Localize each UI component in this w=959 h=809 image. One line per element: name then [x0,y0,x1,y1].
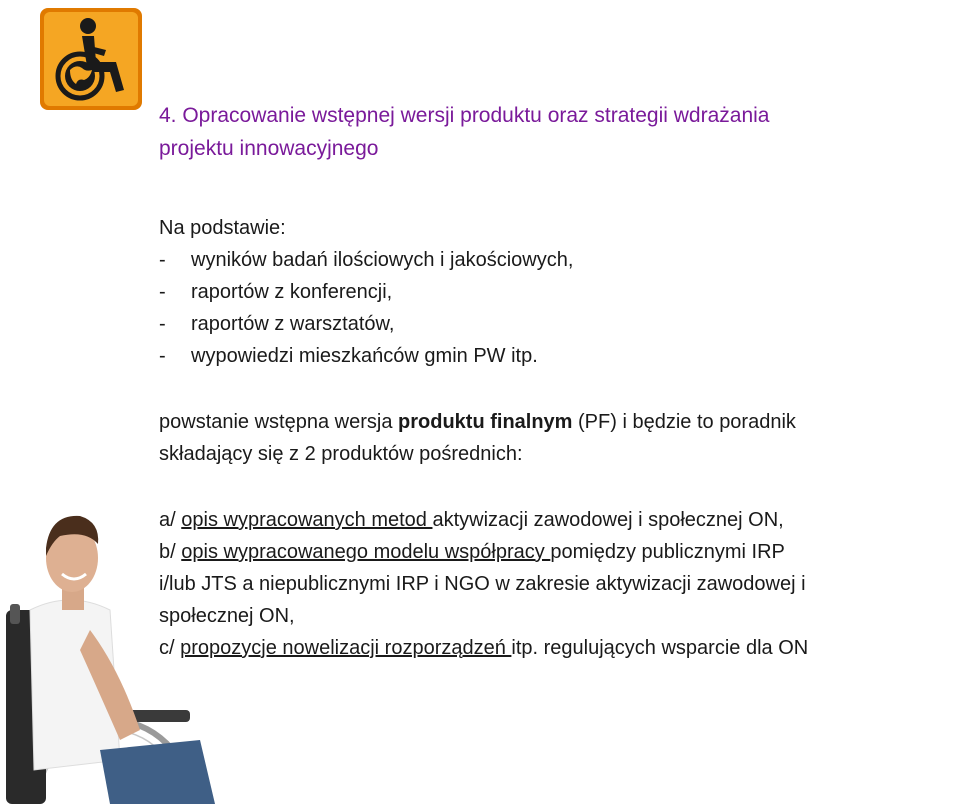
list-item [159,340,959,372]
title-line-1: 4. Opracowanie wstępnej wersji produktu oraz strategii wdrażania [159,104,770,127]
paragraph-line-1 [159,406,959,438]
paragraph-bold-text: produktu finalnym [398,411,573,433]
product-c [159,632,959,664]
product-b-link[interactable]: opis wypracowanego modelu współpracy [181,541,551,563]
paragraph-line-2: składający się z 2 produktów pośrednich: [159,443,523,465]
product-b-text: pomiędzy publicznymi IRP [550,541,785,563]
title-line-2: projektu innowacyjnego [159,137,379,160]
list-item-text: wyników badań ilościowych i jakościowych, [191,249,574,271]
wheelchair-globe-icon [38,6,144,112]
product-a [159,504,959,536]
product-b-line-2: i/lub JTS a niepublicznymi IRP i NGO w zakresie aktywizacji zawodowej i [159,573,806,595]
product-c-text: itp. regulujących wsparcie dla ON [511,637,809,659]
list-item [159,244,959,276]
list-item [159,308,959,340]
intro-section [159,212,959,372]
slide-content [159,99,959,664]
list-item-text: raportów z konferencji, [191,281,393,303]
product-a-link[interactable]: opis wypracowanych metod [181,509,433,531]
product-prefix: b/ [159,541,182,563]
dash-bullet: - [159,249,166,271]
paragraph-text: powstanie wstępna wersja [159,411,399,433]
dash-bullet: - [159,281,166,303]
product-c-link[interactable]: propozycje nowelizacji rozporządzeń [180,637,512,659]
list-item [159,276,959,308]
product-a-text: aktywizacji zawodowej i społecznej ON, [432,509,784,531]
final-product-paragraph [159,406,959,470]
product-prefix: a/ [159,509,182,531]
product-b [159,536,959,568]
product-prefix: c/ [159,637,181,659]
products-section [159,504,959,664]
paragraph-text: (PF) i będzie to poradnik [572,411,796,433]
product-b-line-3: społecznej ON, [159,605,295,627]
list-item-text: raportów z warsztatów, [191,313,395,335]
slide-title [159,99,959,165]
intro-heading: Na podstawie: [159,217,286,239]
list-item-text: wypowiedzi mieszkańców gmin PW itp. [191,345,538,367]
dash-bullet: - [159,313,166,335]
dash-bullet: - [159,345,166,367]
source-list [159,244,959,372]
